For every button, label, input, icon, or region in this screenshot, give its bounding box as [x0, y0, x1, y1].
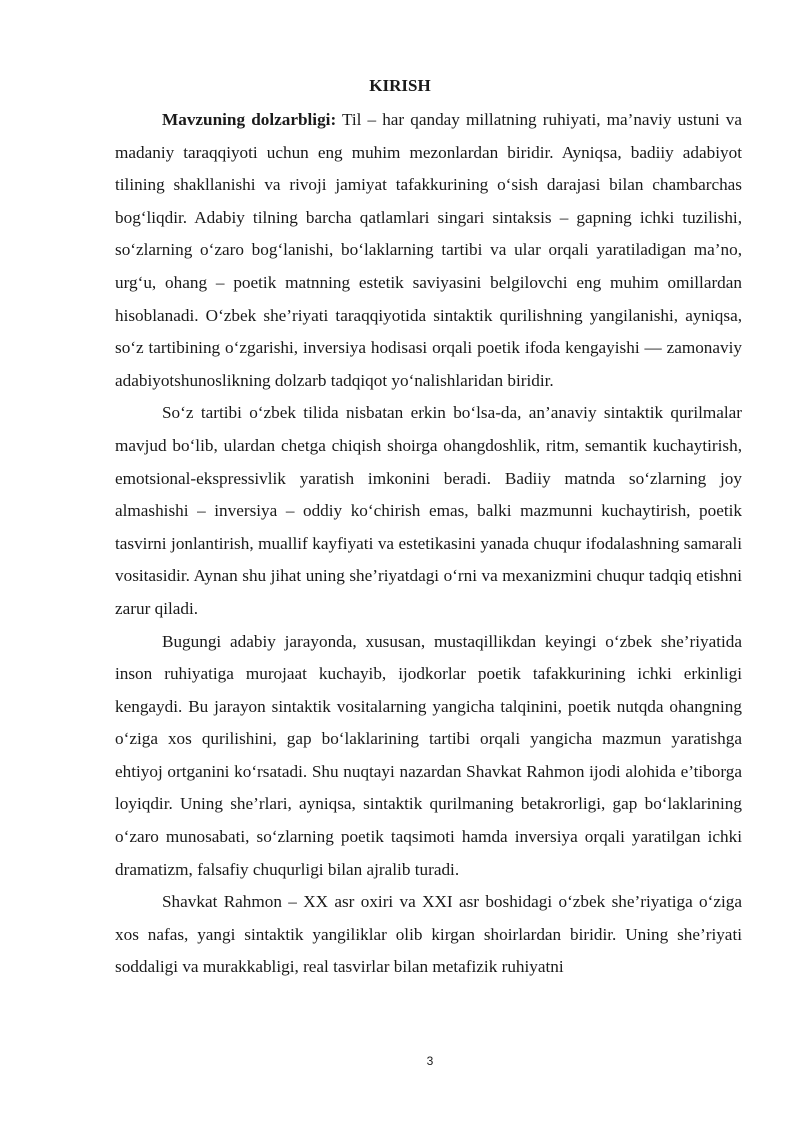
page-number: 3: [426, 1054, 434, 1068]
page-title: KIRISH: [369, 76, 431, 95]
paragraph-relevance: [115, 104, 742, 397]
paragraph-text: So‘z tartibi o‘zbek tilida nisbatan erkin bo‘lsa-da, an’anaviy sintaktik qurilmalar mavjud bo‘lib, ulardan chetga chiqish shoirga ohangdoshlik, ritm, semantik kuchaytirish, emotsional-ekspressivlik yaratish imkonini beradi. Badiiy matnda so‘zlarning joy almashishi – inversiya – oddiy ko‘chirish emas, balki mazmunni kuchaytirish, poetik tasvirni jonlantirish, muallif kayfiyati va estetikasini yanada chuqur ifodalashning samarali vositasidir. Aynan shu jihat uning she’riyatdagi o‘rni va mexanizmini chuqur tadqiq etishni zarur qiladi.: [115, 403, 742, 618]
paragraph-text: Bugungi adabiy jarayonda, xususan, mustaqillikdan keyingi o‘zbek she’riyatida inson ruhiyatiga murojaat kuchayib, ijodkorlar poetik tafakkurining ichki erkinligi kengaydi. Bu jarayon sintaktik vositalarning yangicha talqinini, poetik nutqda ohangning o‘ziga xos qurilishini, gap bo‘laklarining tartibi orqali yangicha mazmun yaratishga ehtiyoj ortganini ko‘rsatadi. Shu nuqtayi nazardan Shavkat Rahmon ijodi alohida e’tiborga loyiqdir. Uning she’rlari, ayniqsa, sintaktik qurilmaning betakrorligi, gap bo‘laklarining o‘zaro munosabati, so‘zlarning poetik taqsimoti hamda inversiya orqali yaratilgan ichki dramatizm, falsafiy chuqurligi bilan ajralib turadi.: [115, 631, 742, 879]
paragraph-text: Shavkat Rahmon – XX asr oxiri va XXI asr boshidagi o‘zbek she’riyatiga o‘ziga xos nafas, yangi sintaktik yangiliklar olib kirgan shoirlardan biridir. Uning she’riyati soddaligi va murakkabligi, real tasvirlar bilan metafizik ruhiyatni: [115, 892, 742, 977]
paragraph-lead: Mavzuning dolzarbligi:: [162, 110, 337, 129]
paragraph-literary-process: [115, 626, 742, 887]
paragraph-text: Til – har qanday millatning ruhiyati, ma’naviy ustuni va madaniy taraqqiyoti uchun eng muhim mezonlardan biridir. Ayniqsa, badiiy adabiyot tilining shakllanishi va rivoji jamiyat tafakkurining o‘sish darajasi bilan chambarchas bog‘liqdir. Adabiy tilning barcha qatlamlari singari sintaksis – gapning ichki tuzilishi, so‘zlarning o‘zaro bog‘lanishi, bo‘laklarning tartibi va ular orqali yaratiladigan ma’no, urg‘u, ohang – poetik matnning estetik saviyasini belgilovchi eng muhim omillardan hisoblanadi. O‘zbek she’riyati taraqqiyotida sintaktik qurilishning yangilanishi, ayniqsa, so‘z tartibining o‘zgarishi, inversiya hodisasi orqali poetik ifoda kengayishi — zamonaviy adabiyotshunoslikning dolzarb tadqiqot yo‘nalishlaridan biridir.: [115, 110, 742, 390]
body-text: [115, 104, 742, 984]
paragraph-word-order: [115, 397, 742, 625]
paragraph-shavkat-rahmon: [115, 886, 742, 984]
